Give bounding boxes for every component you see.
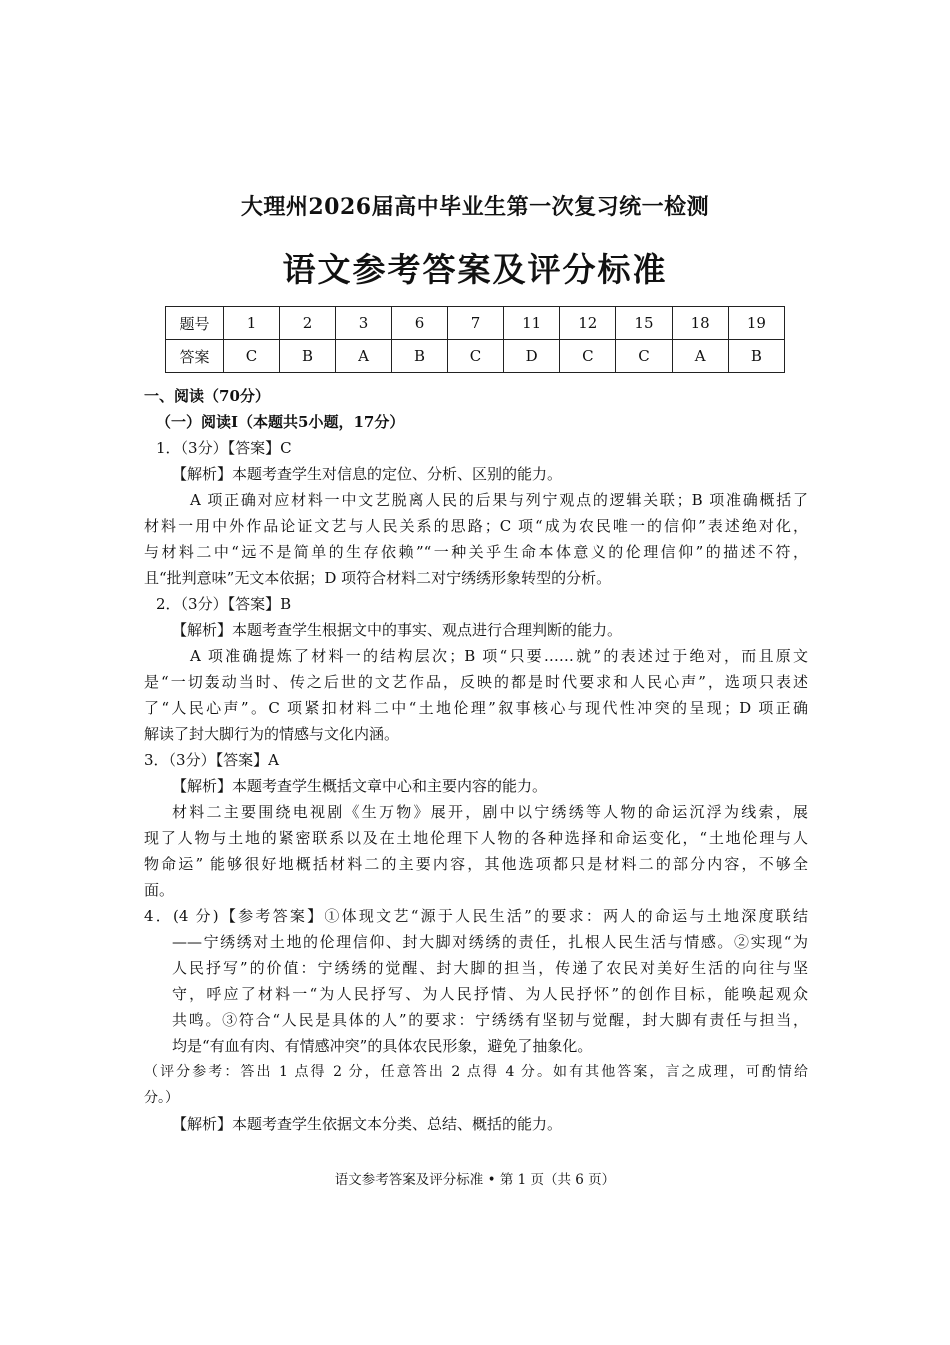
answer-cell: B: [728, 340, 784, 373]
question-2-analysis: 【解析】本题考查学生根据文中的事实、观点进行合理判断的能力。: [172, 621, 623, 639]
section-heading: 一、阅读（70分）: [144, 387, 270, 405]
question-cell: 7: [448, 307, 504, 340]
question-1-explanation-line: A 项正确对应材料一中文艺脱离人民的后果与列宁观点的逻辑关联；B 项准确概括了: [190, 491, 808, 509]
answer-cell: B: [280, 340, 336, 373]
question-4-answer-line: 人民抒写”的价值：宁绣绣的觉醒、封大脚的担当，传递了农民对美好生活的向往与坚: [172, 959, 808, 977]
answer-content: [144, 383, 808, 1137]
answer-table: [165, 306, 785, 373]
question-1-explanation-line: 与材料二中“远不是简单的生存依赖”“一种关乎生命本体意义的伦理信仰”的描述不符，: [144, 543, 808, 561]
scoring-note: 分。）: [144, 1090, 179, 1106]
question-4-answer-line: ——宁绣绣对土地的伦理信仰、封大脚对绣绣的责任，扎根人民生活与情感。②实现“为: [172, 933, 808, 951]
question-3-explanation-line: 现了人物与土地的紧密联系以及在土地伦理下人物的各种选择和命运变化，“土地伦理与人: [144, 829, 808, 847]
exam-title: 大理州2026届高中毕业生第一次复习统一检测: [240, 194, 710, 220]
question-1-explanation-line: 材料一用中外作品论证文艺与人民关系的思路；C 项“成为农民唯一的信仰”表述绝对化，: [144, 517, 808, 535]
answer-cell: A: [672, 340, 728, 373]
answer-cell: C: [224, 340, 280, 373]
question-2-explanation-line: 解读了封大脚行为的情感与文化内涵。: [144, 725, 400, 743]
document-title: 语文参考答案及评分标准: [282, 250, 668, 289]
question-3-explanation-line: 材料二主要围绕电视剧《生万物》展开，剧中以宁绣绣等人物的命运沉浮为线索，展: [172, 803, 808, 821]
question-3-explanation-line: 面。: [144, 881, 175, 899]
question-1-explanation-line: 且“批判意味”无文本依据；D 项符合材料二对宁绣绣形象转型的分析。: [144, 569, 612, 587]
page-footer: 语文参考答案及评分标准 • 第 1 页（共 6 页）: [334, 1172, 616, 1188]
answer-cell: B: [392, 340, 448, 373]
question-cell: 3: [336, 307, 392, 340]
row-header-question: 题号: [166, 307, 224, 340]
answer-cell: A: [336, 340, 392, 373]
answer-cell: D: [504, 340, 560, 373]
question-4-answer-line: 均是“有血有肉、有情感冲突”的具体农民形象，避免了抽象化。: [172, 1037, 593, 1055]
question-2-explanation-line: A 项准确提炼了材料一的结构层次；B 项“只要……就”的表述过于绝对，而且原文: [190, 647, 808, 665]
question-2-answer: 2．（3分）【答案】B: [156, 595, 292, 613]
question-cell: 11: [504, 307, 560, 340]
question-4-answer: 4．(4 分)【参考答案】①体现文艺“源于人民生活”的要求：两人的命运与土地深度联结: [144, 907, 808, 925]
question-cell: 12: [560, 307, 616, 340]
question-1-answer: 1．（3分）【答案】C: [156, 439, 292, 457]
question-cell: 1: [224, 307, 280, 340]
question-4-answer-line: 守，呼应了材料一“为人民抒写、为人民抒情、为人民抒怀”的创作目标，能唤起观众: [172, 985, 808, 1003]
answer-cell: C: [448, 340, 504, 373]
question-3-explanation-line: 物命运” 能够很好地概括材料二的主要内容，其他选项都只是材料二的部分内容，不够全: [144, 855, 808, 873]
question-cell: 2: [280, 307, 336, 340]
answer-cell: C: [560, 340, 616, 373]
question-cell: 19: [728, 307, 784, 340]
question-1-analysis: 【解析】本题考查学生对信息的定位、分析、区别的能力。: [172, 465, 563, 483]
answer-row: [166, 340, 785, 373]
subsection-heading: （一）阅读Ⅰ（本题共5小题，17分）: [156, 413, 405, 431]
question-2-explanation-line: 了“人民心声”。C 项紧扣材料二中“土地伦理”叙事核心与现代性冲突的呈现；D 项正确: [144, 699, 808, 717]
question-cell: 6: [392, 307, 448, 340]
row-header-answer: 答案: [166, 340, 224, 373]
question-cell: 18: [672, 307, 728, 340]
question-number-row: [166, 307, 785, 340]
answer-cell: C: [616, 340, 672, 373]
question-3-analysis: 【解析】本题考查学生概括文章中心和主要内容的能力。: [172, 777, 548, 795]
question-2-explanation-line: 是“一切轰动当时、传之后世的文艺作品，反映的都是时代要求和人民心声”，选项只表述: [144, 673, 808, 691]
question-4-analysis: 【解析】本题考查学生依据文本分类、总结、概括的能力。: [172, 1115, 563, 1133]
question-cell: 15: [616, 307, 672, 340]
scoring-note: （评分参考：答出 1 点得 2 分，任意答出 2 点得 4 分。如有其他答案，言之成理，可酌情给: [144, 1064, 808, 1080]
question-4-answer-line: 共鸣。③符合“人民是具体的人”的要求：宁绣绣有坚韧与觉醒，封大脚有责任与担当，: [172, 1011, 808, 1029]
question-3-answer: 3．（3分）【答案】A: [144, 751, 279, 769]
